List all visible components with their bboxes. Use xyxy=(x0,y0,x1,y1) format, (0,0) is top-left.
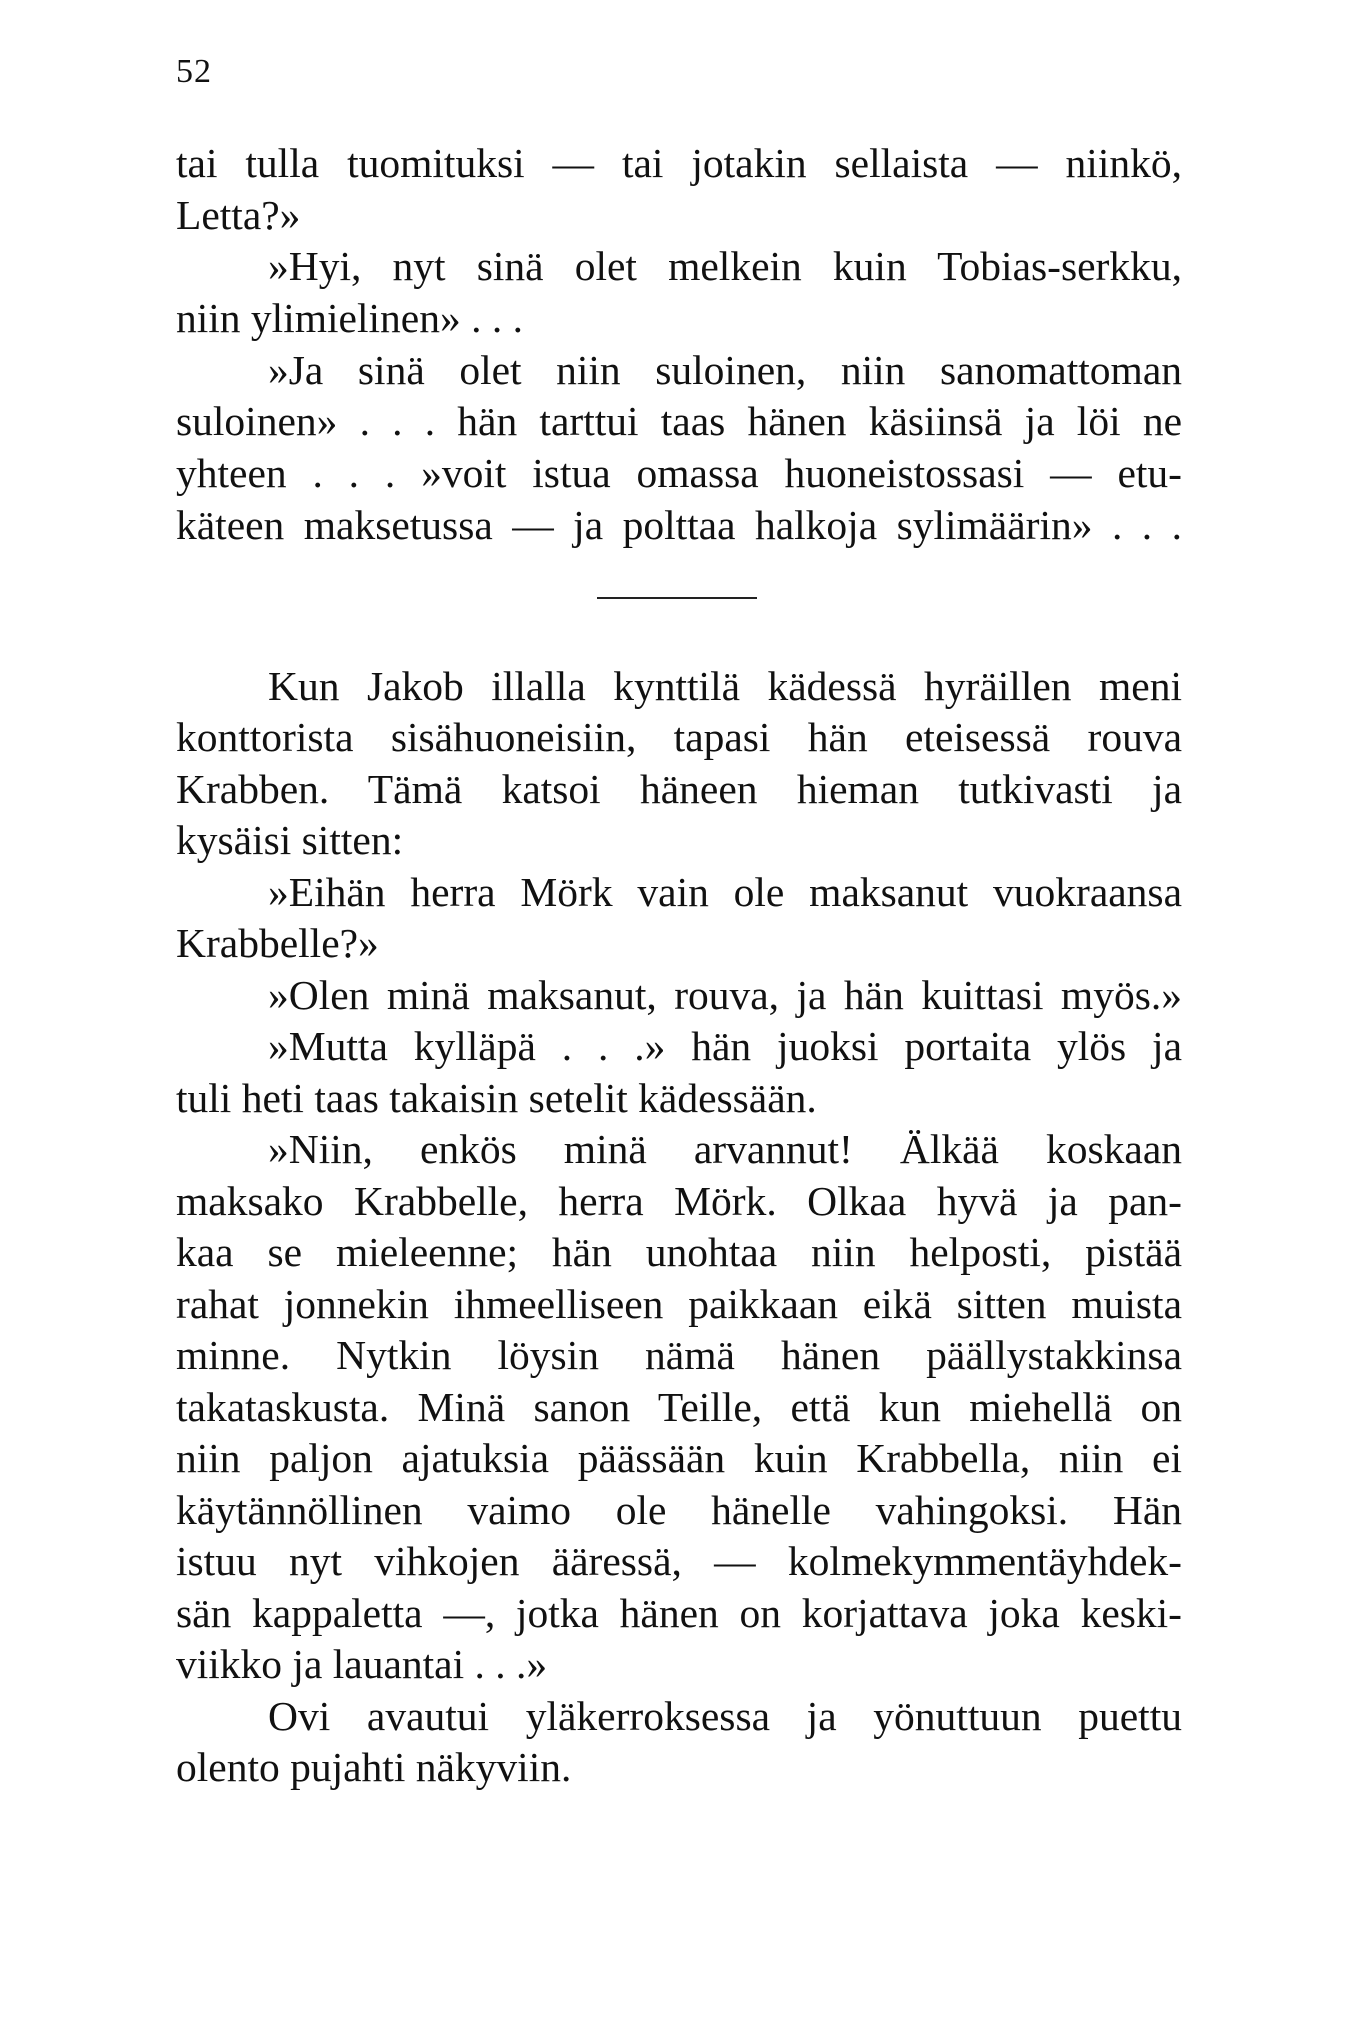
text-line: suloinen» . . . hän tarttui taas hänen käsiinsä ja löi ne xyxy=(176,398,1182,444)
text-line: viikko ja lauantai . . .» xyxy=(176,1641,548,1687)
text-line: »Niin, enkös minä arvannut! Älkää koskaan xyxy=(268,1126,1182,1172)
text-line: takataskusta. Minä sanon Teille, että kun miehellä on xyxy=(176,1384,1182,1430)
text-line: tuli heti taas takaisin setelit kädessään. xyxy=(176,1075,817,1121)
text-line: istuu nyt vihkojen ääressä, — kolmekymmentäyhdek- xyxy=(176,1538,1182,1584)
text-line: käteen maksetussa — ja polttaa halkoja sylimäärin» . . . xyxy=(176,502,1182,548)
text-line: »Olen minä maksanut, rouva, ja hän kuittasi myös.» xyxy=(268,972,1182,1018)
section-divider xyxy=(597,597,757,599)
text-line: Krabbelle?» xyxy=(176,920,379,966)
text-line: »Mutta kylläpä . . .» hän juoksi portaita ylös ja xyxy=(268,1023,1182,1069)
text-line: maksako Krabbelle, herra Mörk. Olkaa hyvä ja pan- xyxy=(176,1178,1182,1224)
text-line: niin ylimielinen» . . . xyxy=(176,295,523,341)
text-line: olento pujahti näkyviin. xyxy=(176,1744,572,1790)
text-line: »Eihän herra Mörk vain ole maksanut vuokraansa xyxy=(268,869,1182,915)
text-line: »Ja sinä olet niin suloinen, niin sanomattoman xyxy=(268,347,1182,393)
text-line: sän kappaletta —, jotka hänen on korjattava joka keski- xyxy=(176,1590,1182,1636)
text-line: Krabben. Tämä katsoi häneen hieman tutkivasti ja xyxy=(176,766,1182,812)
text-line: yhteen . . . »voit istua omassa huoneistossasi — etu- xyxy=(176,450,1182,496)
text-line: minne. Nytkin löysin nämä hänen päällystakkinsa xyxy=(176,1332,1182,1378)
text-line: niin paljon ajatuksia päässään kuin Krabbella, niin ei xyxy=(176,1435,1182,1481)
text-line: kaa se mieleenne; hän unohtaa niin helposti, pistää xyxy=(176,1229,1182,1275)
text-line: »Hyi, nyt sinä olet melkein kuin Tobias-serkku, xyxy=(268,243,1182,289)
text-line: rahat jonnekin ihmeelliseen paikkaan eikä sitten muista xyxy=(176,1281,1182,1327)
text-line: tai tulla tuomituksi — tai jotakin sellaista — niinkö, xyxy=(176,140,1182,186)
text-line: Ovi avautui yläkerroksessa ja yönuttuun puettu xyxy=(268,1693,1182,1739)
text-line: konttorista sisähuoneisiin, tapasi hän eteisessä rouva xyxy=(176,714,1182,760)
text-line: Kun Jakob illalla kynttilä kädessä hyräillen meni xyxy=(268,663,1182,709)
page-number: 52 xyxy=(176,53,212,90)
text-line: kysäisi sitten: xyxy=(176,817,404,863)
text-line: Letta?» xyxy=(176,192,301,238)
text-line: käytännöllinen vaimo ole hänelle vahingoksi. Hän xyxy=(176,1487,1182,1533)
